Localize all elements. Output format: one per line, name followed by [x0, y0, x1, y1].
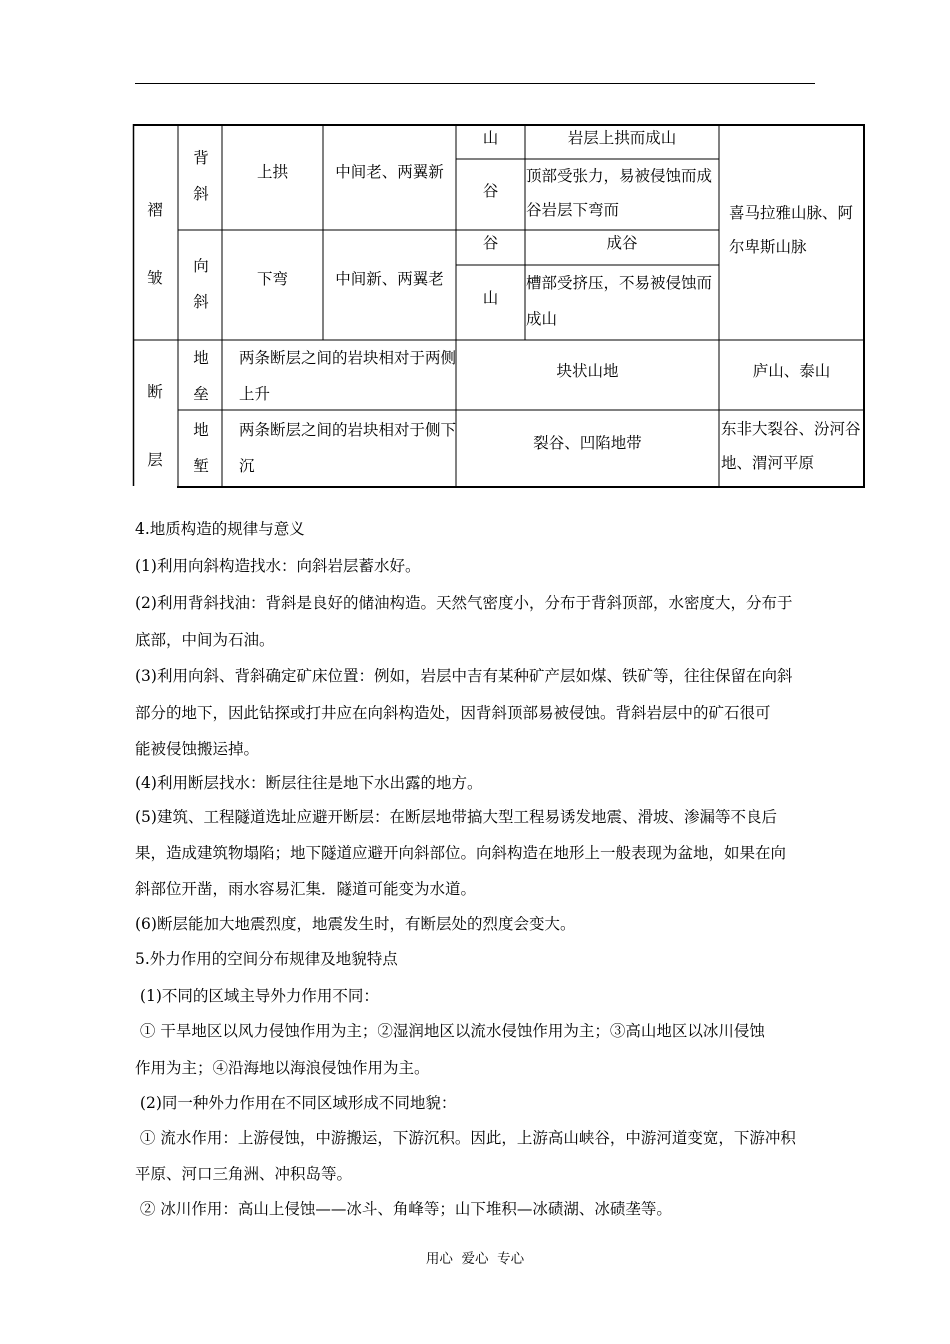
- syncline-reason-1: 成谷: [606, 234, 638, 252]
- page-footer: 用心 爱心 专心: [425, 1251, 525, 1267]
- para-line: (2)同一种外力作用在不同区域形成不同地貌：: [135, 1094, 457, 1112]
- para-line: 作用为主；④沿海地以海浪侵蚀作用为主。: [135, 1059, 430, 1077]
- anticline-reason-2: 顶部受张力，易被侵蚀而成谷岩层下弯而: [526, 167, 713, 219]
- para-line: 斜部位开凿，雨水容易汇集．隧道可能变为水道。: [135, 880, 477, 898]
- anticline-feature: 上拱: [256, 163, 288, 181]
- para-line: (1)利用向斜构造找水：向斜岩层蓄水好。: [135, 557, 421, 575]
- para-line: (4)利用断层找水：断层往往是地下水出露的地方。: [135, 774, 483, 792]
- syncline-feature: 下弯: [256, 270, 288, 288]
- para-line: ① 干旱地区以风力侵蚀作用为主；②湿润地区以流水侵蚀作用为主；③高山地区以冰川侵蚀: [135, 1022, 765, 1040]
- heading-4: 4.地质构造的规律与意义: [135, 520, 305, 538]
- syncline-reason-2: 槽部受挤压，不易被侵蚀而成山: [526, 274, 713, 328]
- header-rule: [135, 83, 815, 84]
- graben-landform: 裂谷、凹陷地带: [533, 434, 642, 452]
- horst-example: 庐山、泰山: [752, 362, 831, 380]
- anticline-type: 背斜: [193, 149, 209, 203]
- para-line: 能被侵蚀搬运掉。: [135, 740, 260, 758]
- syncline-form-2: 山: [482, 289, 499, 307]
- anticline-age: 中间老、两翼新: [335, 163, 444, 181]
- horst-landform: 块状山地: [556, 362, 619, 380]
- heading-5: 5.外力作用的空间分布规律及地貌特点: [135, 950, 398, 968]
- fault-group-cell: [133, 340, 178, 487]
- para-line: 部分的地下，因此钻探或打井应在向斜构造处，因背斜顶部易被侵蚀。背斜岩层中的矿石很可: [135, 704, 771, 722]
- para-line: 果，造成建筑物塌陷；地下隧道应避开向斜部位。向斜构造在地形上一般表现为盆地，如果在向: [135, 844, 787, 862]
- horst-description: 两条断层之间的岩块相对于两侧上升: [239, 349, 457, 403]
- para-line: (3)利用向斜、背斜确定矿床位置：例如，岩层中吉有某种矿产层如煤、铁矿等，往往保留在向斜: [135, 667, 793, 685]
- syncline-form-1: 谷: [482, 234, 499, 252]
- fold-example: 喜马拉雅山脉、阿尔卑斯山脉: [729, 204, 854, 256]
- para-line: ① 流水作用：上游侵蚀，中游搬运，下游沉积。因此，上游高山峡谷，中游河道变宽，下游冲积: [135, 1129, 796, 1147]
- anticline-form-1: 山: [482, 129, 499, 147]
- anticline-reason-1: 岩层上拱而成山: [567, 129, 677, 147]
- para-line: (5)建筑、工程隧道选址应避开断层：在断层地带搞大型工程易诱发地震、滑坡、渗漏等不良后: [135, 808, 777, 826]
- para-line: (2)利用背斜找油：背斜是良好的储油构造。天然气密度小，分布于背斜顶部，水密度大，分布于: [135, 594, 793, 612]
- horst-type: 地垒: [193, 349, 209, 403]
- fault-label: 断层: [147, 383, 163, 469]
- syncline-age: 中间新、两翼老: [335, 270, 444, 288]
- fold-group-cell: [133, 124, 178, 340]
- graben-description: 两条断层之间的岩块相对于侧下沉: [239, 421, 457, 475]
- para-line: 平原、河口三角洲、冲积岛等。: [135, 1165, 353, 1183]
- para-line: (1)不同的区域主导外力作用不同：: [135, 987, 379, 1005]
- anticline-form-2: 谷: [482, 182, 499, 200]
- para-line: 底部，中间为石油。: [135, 631, 275, 649]
- fold-label: 褶皱: [147, 201, 163, 287]
- graben-type: 地堑: [193, 421, 209, 475]
- para-line: (6)断层能加大地震烈度，地震发生时，有断层处的烈度会变大。: [135, 915, 576, 933]
- graben-example: 东非大裂谷、汾河谷地、渭河平原: [721, 420, 861, 472]
- para-line: ② 冰川作用：高山上侵蚀——冰斗、角峰等；山下堆积—冰碛湖、冰碛垄等。: [135, 1200, 672, 1218]
- syncline-type: 向斜: [193, 257, 209, 311]
